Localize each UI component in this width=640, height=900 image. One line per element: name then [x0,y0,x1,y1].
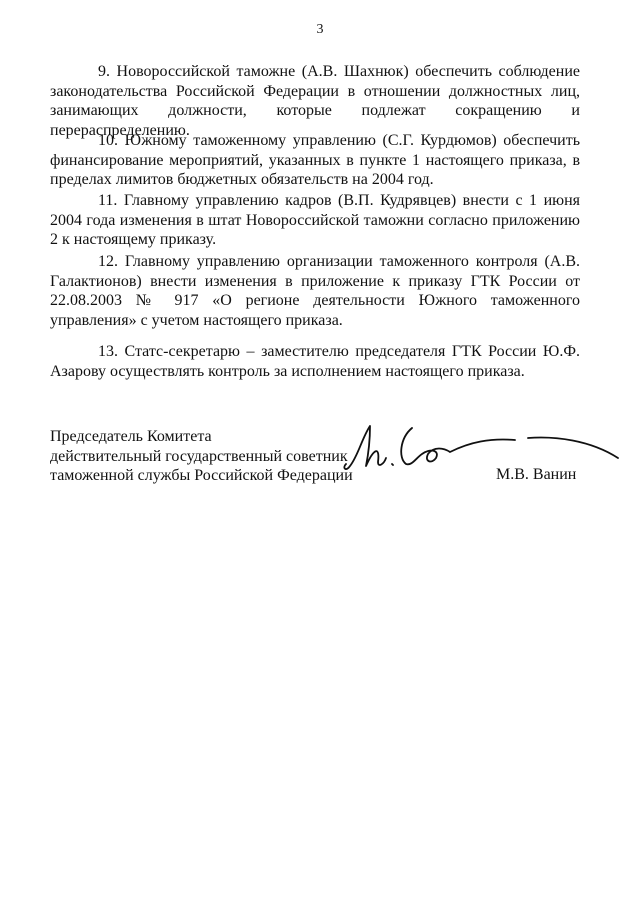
paragraph-11: 11. Главному управлению кадров (В.П. Кудрявцев) внести с 1 июня 2004 года изменения в штат Новороссийской таможни согласно приложению 2 к настоящему приказу. [50,192,580,248]
paragraph-13: 13. Статс-секретарю – заместителю председателя ГТК России Ю.Ф. Азарову осуществлять контроль за исполнением настоящего приказа. [50,343,580,380]
paragraph-12: 12. Главному управлению организации таможенного контроля (А.В. Галактионов) внести изменения в приложение к приказу ГТК России от 22.08.2003 № 917 «О регионе деятельности Южного таможенного управления» с учетом настоящего приказа. [50,253,580,329]
paragraph-9: 9. Новороссийской таможне (А.В. Шахнюк) обеспечить соблюдение законодательства Российской Федерации в отношении должностных лиц, занимающих должности, которые подлежат сокращению и перераспределению. [50,63,580,139]
page-number: 3 [316,22,324,37]
signatory-title [50,427,353,486]
signatory-title-line: Председатель Комитета [50,428,212,445]
signatory-name: М.В. Ванин [496,466,577,483]
paragraph-10: 10. Южному таможенному управлению (С.Г. Курдюмов) обеспечить финансирование мероприятий, указанных в пункте 1 настоящего приказа, в пределах лимитов бюджетных обязательств на 2004 год. [50,132,580,188]
signatory-title-line: действительный государственный советник [50,447,348,465]
handwritten-signature [340,418,620,478]
signatory-title-line: таможенной службы Российской Федерации [50,467,353,484]
